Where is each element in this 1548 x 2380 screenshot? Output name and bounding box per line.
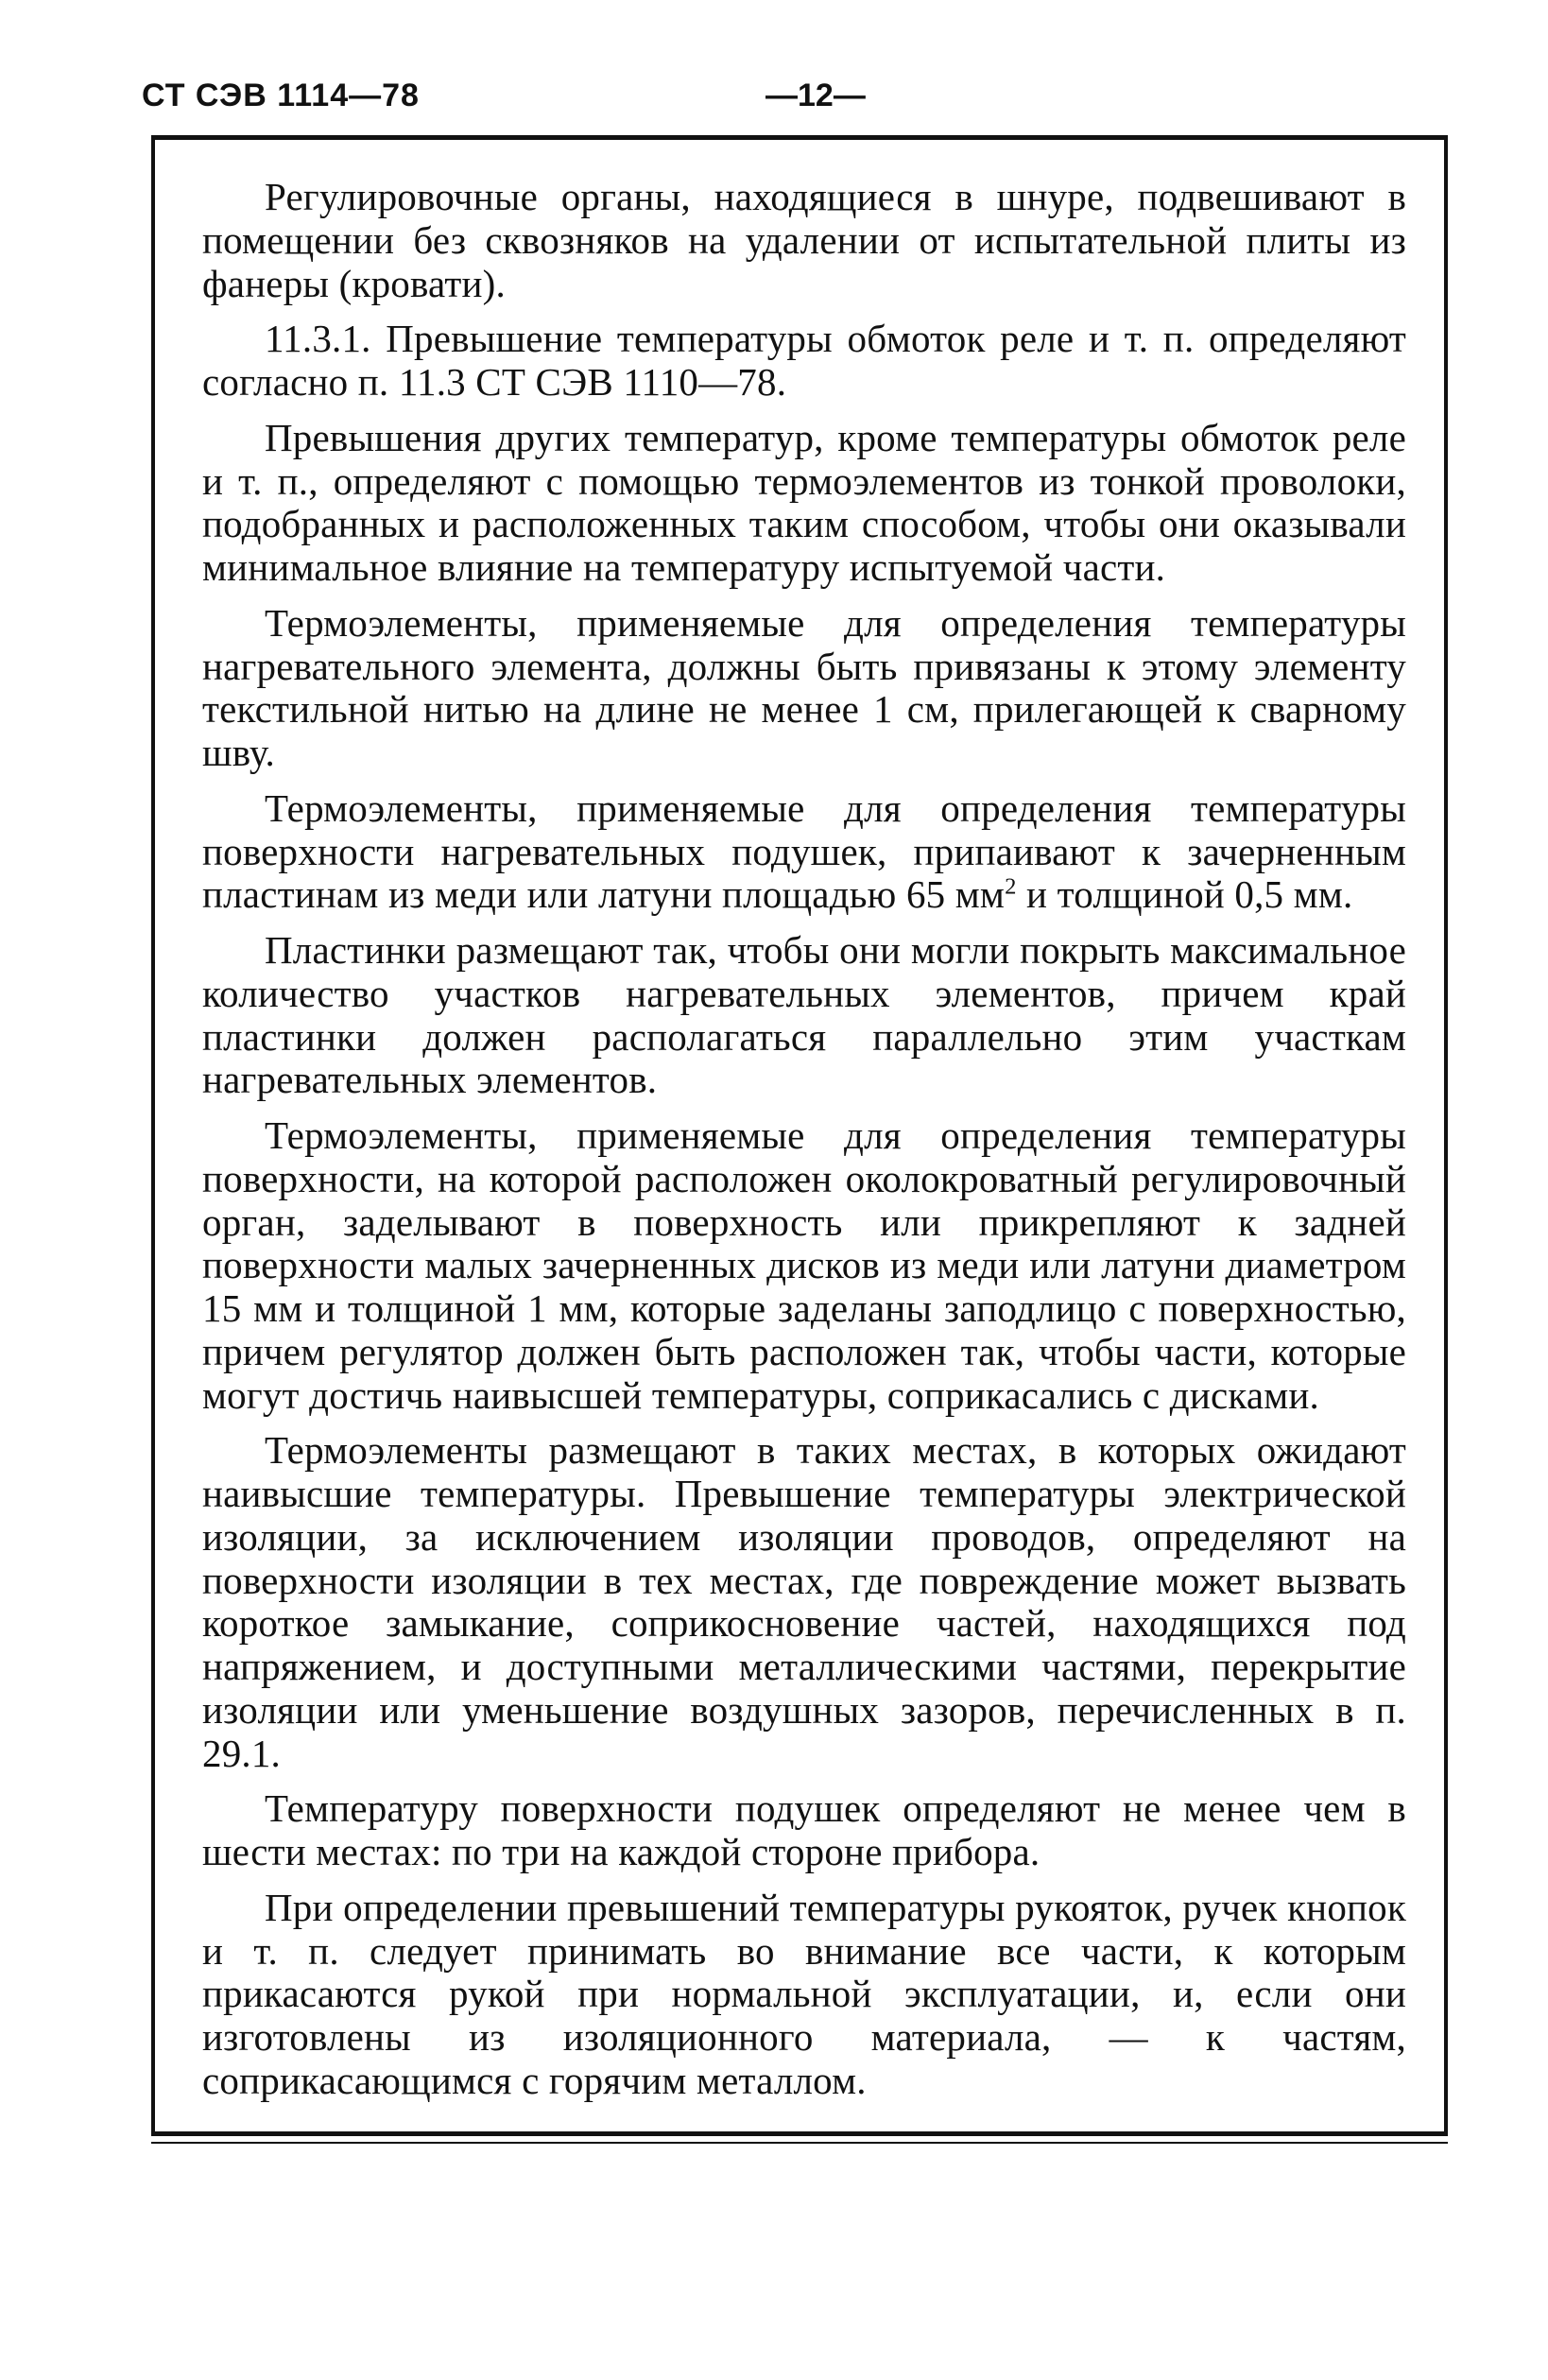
standard-code: СТ СЭВ 1114—78 [142,78,420,113]
page-number: —12— [765,78,866,113]
body-text [202,176,1406,2115]
paragraph-6: Пластинки размещают так, чтобы они могли покрыть максимальное количество участков нагревательных элементов, причем край пластинки должен располагаться параллельно этим участкам нагревательных элементов. [202,928,1406,1102]
frame-bottom-thin-rule [151,2142,1448,2144]
paragraph-10: При определении превышений температуры рукояток, ручек кнопок и т. п. следует принимать во внимание все части, к которым прикасаются рукой при нормальной эксплуатации, и, если они изготовлены из изоляционного материала, — к частям, соприкасающимся с горячим металлом. [202,1885,1406,2102]
paragraph-5-tail: и толщиной 0,5 мм. [1016,872,1353,917]
superscript: 2 [1005,873,1017,900]
paragraph-9: Температуру поверхности подушек определяют не менее чем в шести местах: по три на каждой стороне прибора. [202,1786,1406,1873]
paragraph-5 [202,787,1406,917]
page-header [142,78,1465,125]
paragraph-4: Термоэлементы, применяемые для определения температуры нагревательного элемента, должны быть привязаны к этому элементу текстильной нитью на длине не менее 1 см, прилегающей к сварному шву. [202,600,1406,774]
paragraph-8: Термоэлементы размещают в таких местах, в которых ожидают наивысшие температуры. Превышение температуры электрической изоляции, за исключением изоляции проводов, определяют на поверхности изоляции в тех местах, где повреждение может вызвать короткое замыкание, соприкосновение частей, находящихся под напряжением, и доступными металлическими частями, перекрытие изоляции или уменьшение воздушных зазоров, перечисленных в п. 29.1. [202,1428,1406,1775]
paragraph-5-text: Термоэлементы, применяемые для определения температуры поверхности нагревательных подушек, припаивают к зачерненным пластинам из меди или латуни площадью 65 мм [202,785,1406,917]
frame-bottom-rule [151,2131,1448,2136]
paragraph-3: Превышения других температур, кроме температуры обмоток реле и т. п., определяют с помощью термоэлементов из тонкой проволоки, подобранных и расположенных таким способом, чтобы они оказывали минимальное влияние на температуру испытуемой части. [202,415,1406,589]
paragraph-7: Термоэлементы, применяемые для определения температуры поверхности, на которой расположен околокроватный регулировочный орган, заделывают в поверхность или прикрепляют к задней поверхности малых зачерненных дисков из меди или латуни диаметром 15 мм и толщиной 1 мм, которые заделаны заподлицо с поверхностью, причем регулятор должен быть расположен так, чтобы части, которые могут достичь наивысшей температуры, соприкасались с дисками. [202,1113,1406,1417]
paragraph-1: Регулировочные органы, находящиеся в шнуре, подвешивают в помещении без сквозняков на удалении от испытательной плиты из фанеры (кровати). [202,175,1406,305]
paragraph-2: 11.3.1. Превышение температуры обмоток реле и т. п. определяют согласно п. 11.3 СТ СЭВ 1110—78. [202,317,1406,404]
